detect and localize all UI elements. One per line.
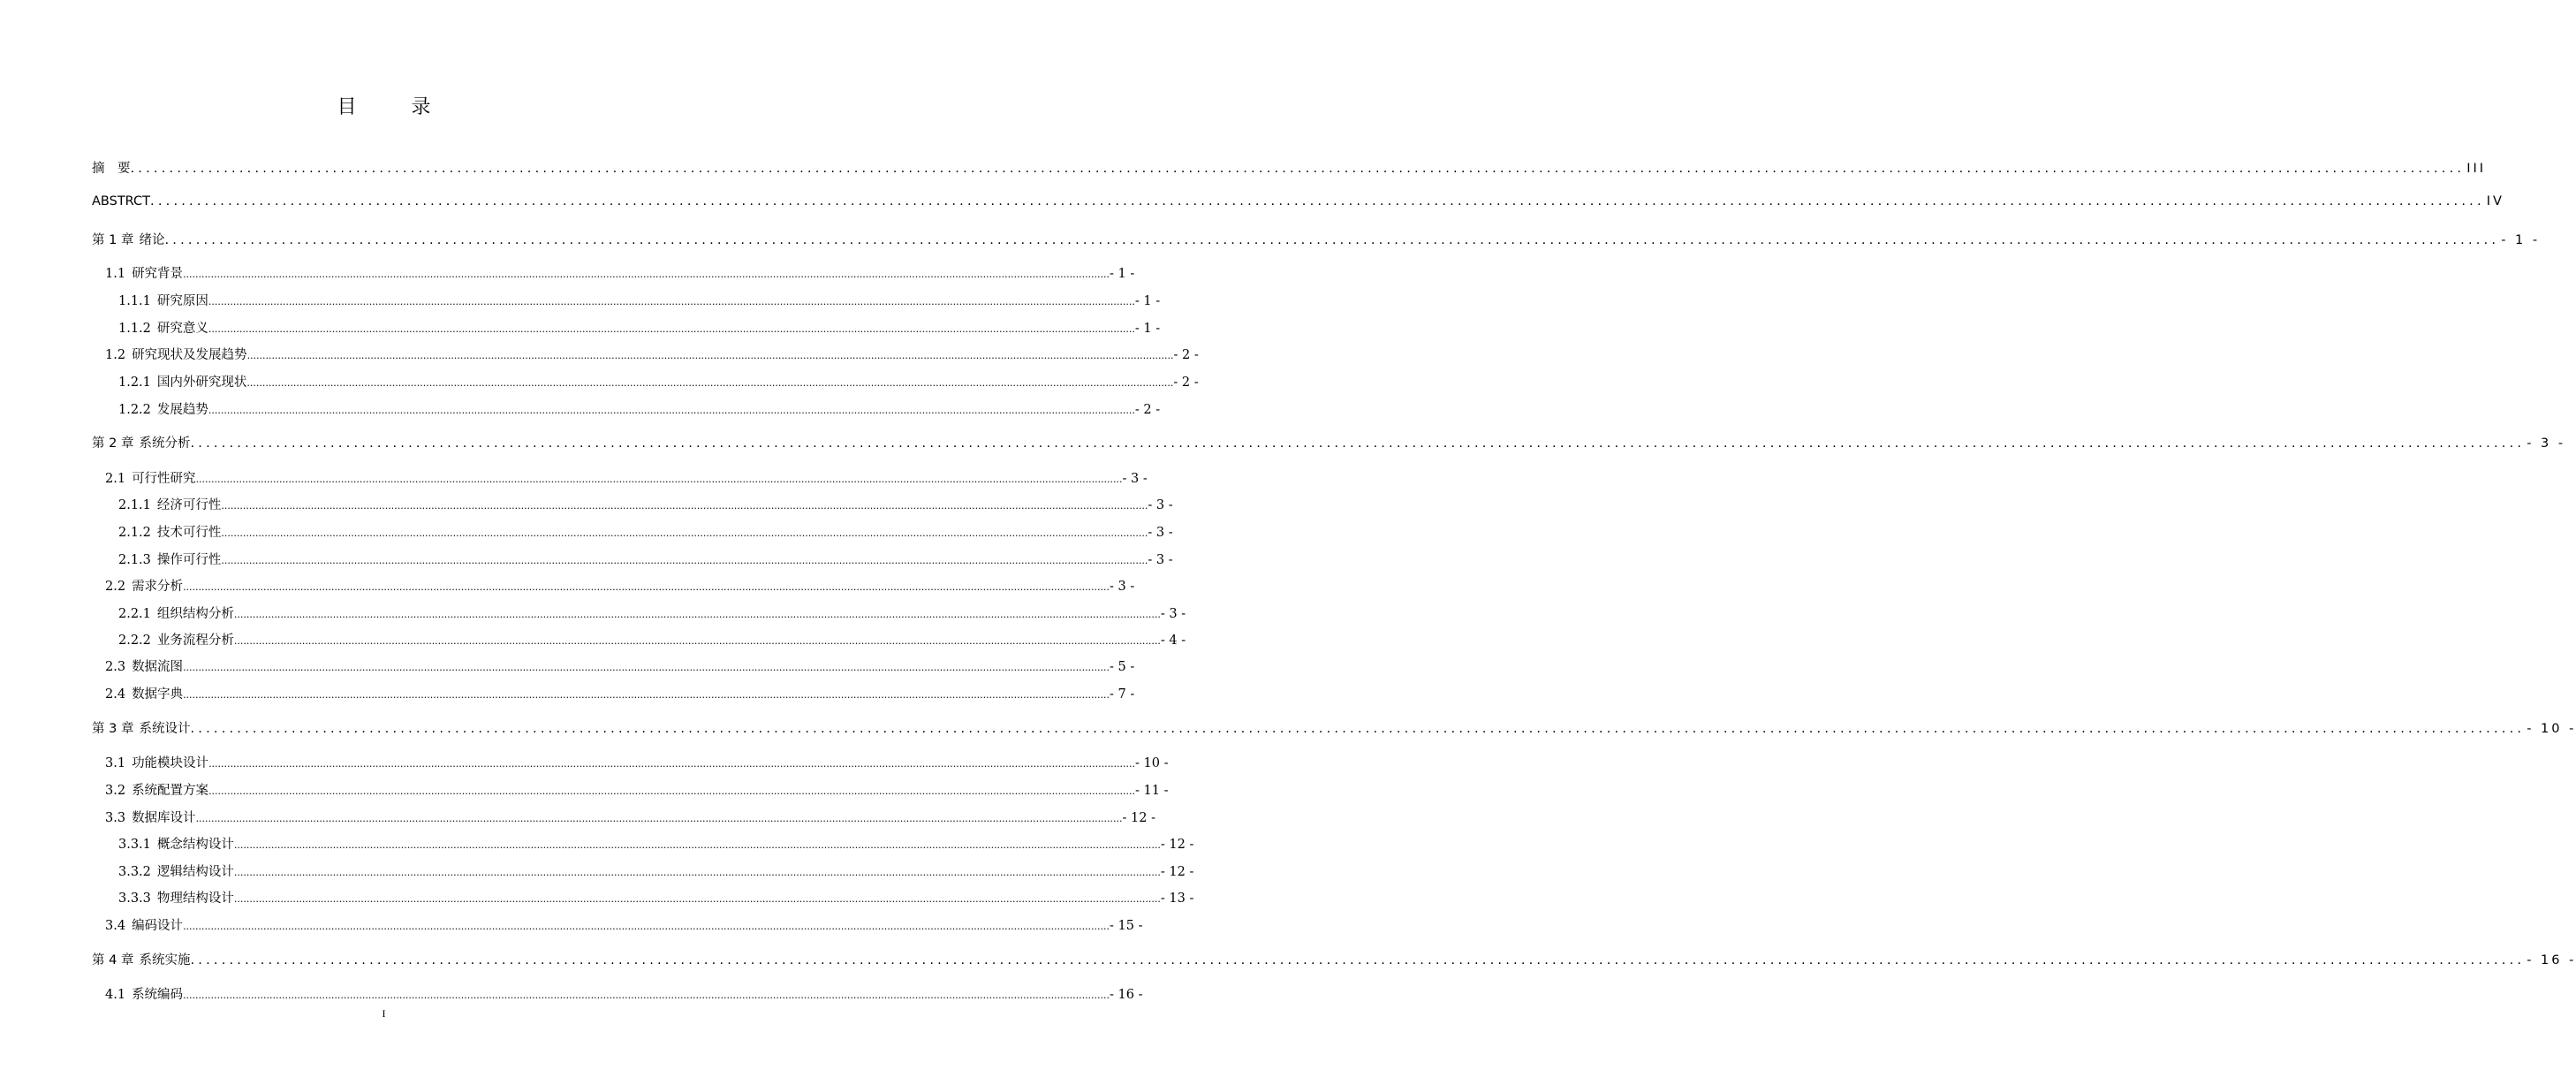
toc-entry-number: 4.1 bbox=[105, 988, 126, 1002]
toc-dot-leader: ............................................................................................................................................................................................................................................................................................................ bbox=[208, 323, 1135, 335]
toc-entry[interactable] bbox=[105, 468, 1148, 487]
toc-entry-page: - 2 - bbox=[1134, 403, 1161, 417]
toc-dot-leader: ............................................................................................................................................................................................................................................................................................................ bbox=[221, 555, 1148, 566]
toc-entry-title: 需求分析 bbox=[132, 580, 184, 594]
toc-entry-label bbox=[118, 861, 234, 880]
toc-entry-page: - 2 - bbox=[1173, 376, 1199, 390]
toc-entry[interactable] bbox=[92, 718, 2576, 737]
toc-entry[interactable] bbox=[118, 630, 1186, 649]
toc-dot-leader: ............................................................................................................................................................................................................................................................................................................ bbox=[233, 867, 1161, 878]
toc-entry-title: 研究现状及发展趋势 bbox=[132, 348, 247, 362]
toc-entry-title: 系统实施 bbox=[139, 953, 191, 967]
toc-entry-number: 2.4 bbox=[105, 687, 126, 702]
toc-dot-leader: ............................................................................................................................................................................................................................................................................................................ bbox=[183, 990, 1110, 1001]
toc-dot-leader: ............................................................................................................................................................................................................................................................................................................ bbox=[150, 194, 2485, 209]
toc-entry-number: 2.1.2 bbox=[118, 526, 151, 540]
toc-entry-page: - 10 - bbox=[1135, 756, 1169, 770]
toc-entry-label bbox=[118, 630, 234, 649]
toc-dot-leader: ............................................................................................................................................................................................................................................................................................................ bbox=[130, 162, 2466, 176]
toc-dot-leader: ............................................................................................................................................................................................................................................................................................................ bbox=[221, 500, 1148, 512]
toc-entry-number: 3.3 bbox=[105, 811, 126, 825]
toc-entry-title: 研究意义 bbox=[156, 322, 208, 336]
toc-entry[interactable] bbox=[118, 318, 1161, 337]
toc-entry-title: 经济可行性 bbox=[156, 498, 222, 512]
toc-entry-label bbox=[92, 433, 190, 451]
toc-entry-label bbox=[105, 263, 183, 282]
toc-entry-page: III bbox=[2466, 162, 2487, 176]
toc-entry-number: 2.2 bbox=[105, 580, 126, 594]
toc-entry-page: - 16 - bbox=[1110, 988, 1143, 1002]
toc-dot-leader: ............................................................................................................................................................................................................................................................................................................ bbox=[233, 893, 1161, 905]
toc-entry-label bbox=[105, 468, 196, 487]
toc-dot-leader: ............................................................................................................................................................................................................................................................................................................ bbox=[195, 813, 1123, 824]
toc-entry[interactable] bbox=[105, 656, 1135, 675]
toc-entry-page: - 1 - bbox=[1110, 267, 1135, 281]
page-number: I bbox=[382, 1007, 386, 1020]
toc-entry-label bbox=[105, 915, 183, 934]
toc-dot-leader: ............................................................................................................................................................................................................................................................................................................ bbox=[195, 474, 1123, 485]
toc-entry[interactable] bbox=[92, 433, 2566, 451]
toc-dot-leader: ............................................................................................................................................................................................................................................................................................................ bbox=[233, 839, 1161, 851]
toc-entry-label bbox=[92, 718, 190, 737]
page-title: 目 录 bbox=[337, 96, 449, 118]
toc-entry-number: 2.1.1 bbox=[118, 498, 151, 512]
toc-entry-title: 研究原因 bbox=[156, 294, 208, 308]
toc-entry-label bbox=[118, 603, 234, 622]
toc-entry-label bbox=[92, 950, 190, 968]
toc-entry[interactable] bbox=[118, 291, 1161, 309]
toc-entry-title: 概念结构设计 bbox=[156, 838, 234, 852]
toc-dot-leader: ............................................................................................................................................................................................................................................................................................................ bbox=[246, 377, 1174, 389]
toc-entry-number: 3.1 bbox=[105, 756, 126, 770]
toc-entry-title: 系统配置方案 bbox=[132, 784, 209, 798]
toc-entry-page: - 5 - bbox=[1110, 660, 1135, 674]
toc-entry-title: 系统设计 bbox=[139, 722, 191, 736]
toc-entry-number: 2.2.2 bbox=[118, 634, 151, 648]
toc-entry-title: 绪论 bbox=[139, 233, 165, 247]
toc-entry-number: 3.4 bbox=[105, 919, 126, 933]
toc-entry-label bbox=[105, 780, 208, 799]
toc-entry[interactable] bbox=[118, 372, 1199, 391]
toc-entry-number: 3.2 bbox=[105, 784, 126, 798]
toc-entry-number: 3.3.1 bbox=[118, 838, 151, 852]
toc-entry[interactable] bbox=[92, 158, 2487, 177]
toc-entry-number: 1.1 bbox=[105, 267, 126, 281]
toc-entry-title: 国内外研究现状 bbox=[156, 376, 247, 390]
toc-entry[interactable] bbox=[105, 576, 1135, 595]
toc-entry-number: 2.2.1 bbox=[118, 607, 151, 621]
toc-entry-page: - 2 - bbox=[1173, 348, 1199, 362]
toc-entry-number: ABSTRCT bbox=[92, 194, 151, 209]
toc-dot-leader: ............................................................................................................................................................................................................................................................................................................ bbox=[190, 953, 2526, 967]
toc-dot-leader: ............................................................................................................................................................................................................................................................................................................ bbox=[233, 609, 1161, 620]
toc-entry-page: - 3 - bbox=[2527, 436, 2566, 451]
toc-entry-title: 技术可行性 bbox=[156, 526, 222, 540]
toc-entry-page: - 4 - bbox=[1160, 634, 1186, 648]
toc-entry-title: 逻辑结构设计 bbox=[156, 865, 234, 879]
toc-entry-label bbox=[92, 230, 164, 248]
toc-dot-leader: ............................................................................................................................................................................................................................................................................................................ bbox=[183, 662, 1110, 673]
toc-entry-label bbox=[118, 522, 221, 541]
toc-entry[interactable] bbox=[105, 780, 1169, 799]
toc-entry-title: 组织结构分析 bbox=[156, 607, 234, 621]
toc-dot-leader: ............................................................................................................................................................................................................................................................................................................ bbox=[208, 785, 1136, 797]
toc-entry-number: 1.1.2 bbox=[118, 322, 151, 336]
toc-entry[interactable] bbox=[118, 603, 1186, 622]
toc-dot-leader: ............................................................................................................................................................................................................................................................................................................ bbox=[208, 758, 1136, 770]
toc-entry-page: - 10 - bbox=[2527, 722, 2576, 736]
toc-entry[interactable] bbox=[118, 550, 1173, 568]
toc-entry-number: 1.1.1 bbox=[118, 294, 151, 308]
toc-entry-title: 物理结构设计 bbox=[156, 892, 234, 906]
toc-entry-number: 1.2 bbox=[105, 348, 126, 362]
toc-entry-title: 研究背景 bbox=[132, 267, 184, 281]
toc-entry[interactable] bbox=[105, 915, 1143, 934]
toc-entry[interactable] bbox=[118, 888, 1194, 907]
toc-dot-leader: ............................................................................................................................................................................................................................................................................................................ bbox=[246, 350, 1174, 361]
toc-entry-title: 可行性研究 bbox=[132, 472, 196, 486]
toc-entry-label bbox=[105, 345, 247, 363]
toc-entry[interactable] bbox=[105, 753, 1169, 771]
toc-entry-number: 摘 要 bbox=[92, 162, 131, 176]
toc-entry[interactable] bbox=[118, 399, 1161, 418]
toc-entry[interactable] bbox=[105, 684, 1135, 702]
toc-entry-number: 3.3.3 bbox=[118, 892, 151, 906]
toc-entry-number: 1.2.1 bbox=[118, 376, 151, 390]
toc-dot-leader: ............................................................................................................................................................................................................................................................................................................ bbox=[190, 436, 2526, 451]
toc-entry-label bbox=[105, 984, 183, 1003]
toc-entry-title: 数据字典 bbox=[132, 687, 184, 702]
toc-entry-title: 系统编码 bbox=[132, 988, 184, 1002]
toc-entry-title: 功能模块设计 bbox=[132, 756, 209, 770]
toc-entry-page: - 1 - bbox=[2501, 233, 2541, 247]
toc-entry-page: - 13 - bbox=[1160, 892, 1194, 906]
toc-entry-page: - 7 - bbox=[1110, 687, 1135, 702]
toc-entry-page: - 3 - bbox=[1148, 498, 1173, 512]
toc-entry-label bbox=[118, 834, 234, 853]
toc-dot-leader: ............................................................................................................................................................................................................................................................................................................ bbox=[183, 269, 1110, 280]
toc-entry[interactable] bbox=[92, 230, 2541, 248]
toc-entry-number: 第 1 章 bbox=[92, 233, 134, 247]
toc-entry-number: 1.2.2 bbox=[118, 403, 151, 417]
toc-entry-number: 2.3 bbox=[105, 660, 126, 674]
toc-entry-title: 编码设计 bbox=[132, 919, 184, 933]
toc-entry-label bbox=[118, 495, 221, 513]
toc-dot-leader: ............................................................................................................................................................................................................................................................................................................ bbox=[183, 581, 1110, 593]
toc-entry-label bbox=[118, 550, 221, 568]
toc-entry[interactable] bbox=[118, 495, 1173, 513]
toc-entry-number: 3.3.2 bbox=[118, 865, 151, 879]
toc-entry-label bbox=[105, 656, 183, 675]
toc-entry-title: 发展趋势 bbox=[156, 403, 208, 417]
toc-entry-page: - 3 - bbox=[1148, 526, 1173, 540]
toc-entry-page: - 3 - bbox=[1148, 553, 1173, 567]
toc-entry-page: - 11 - bbox=[1135, 784, 1169, 798]
toc-entry-label bbox=[118, 888, 234, 907]
toc-entry-title: 系统分析 bbox=[139, 436, 191, 451]
toc-entry-title: 业务流程分析 bbox=[156, 634, 234, 648]
toc-entry-label bbox=[118, 318, 208, 337]
toc-entry-label bbox=[105, 808, 196, 826]
toc-entry-page: - 1 - bbox=[1134, 294, 1161, 308]
toc-entry-label bbox=[105, 684, 183, 702]
toc-entry-label bbox=[92, 158, 131, 177]
toc-entry-label bbox=[118, 291, 208, 309]
toc-dot-leader: ............................................................................................................................................................................................................................................................................................................ bbox=[208, 405, 1135, 416]
toc-dot-leader: ............................................................................................................................................................................................................................................................................................................ bbox=[164, 233, 2500, 247]
toc-entry-label bbox=[105, 576, 183, 595]
toc-entry-page: - 15 - bbox=[1110, 919, 1143, 933]
toc-entry-page: - 12 - bbox=[1160, 838, 1194, 852]
toc-entry-label bbox=[105, 753, 208, 771]
toc-entry-page: - 12 - bbox=[1122, 811, 1156, 825]
toc-entry[interactable] bbox=[105, 345, 1199, 363]
toc-entry-label bbox=[118, 399, 208, 418]
toc-entry-label bbox=[118, 372, 246, 391]
toc-entry-page: - 3 - bbox=[1110, 580, 1135, 594]
toc-entry-page: IV bbox=[2486, 194, 2504, 209]
toc-dot-leader: ............................................................................................................................................................................................................................................................................................................ bbox=[190, 722, 2526, 736]
toc-entry[interactable] bbox=[92, 950, 2576, 968]
toc-entry-page: - 3 - bbox=[1160, 607, 1186, 621]
toc-entry-number: 第 4 章 bbox=[92, 953, 134, 967]
toc-entry-title: 操作可行性 bbox=[156, 553, 222, 567]
toc-entry[interactable] bbox=[118, 522, 1173, 541]
toc-entry-number: 第 3 章 bbox=[92, 722, 134, 736]
toc-dot-leader: ............................................................................................................................................................................................................................................................................................................ bbox=[221, 527, 1148, 539]
toc-entry-number: 2.1 bbox=[105, 472, 126, 486]
toc-entry-label bbox=[92, 194, 150, 209]
toc-entry-number: 第 2 章 bbox=[92, 436, 134, 451]
toc-dot-leader: ............................................................................................................................................................................................................................................................................................................ bbox=[183, 921, 1110, 932]
toc-entry[interactable] bbox=[105, 984, 1143, 1003]
toc-dot-leader: ............................................................................................................................................................................................................................................................................................................ bbox=[183, 689, 1110, 701]
toc-entry-page: - 16 - bbox=[2527, 953, 2576, 967]
toc-entry-title: 数据流图 bbox=[132, 660, 184, 674]
toc-entry-page: - 12 - bbox=[1160, 865, 1194, 879]
toc-entry[interactable] bbox=[118, 861, 1194, 880]
toc-entry-title: 数据库设计 bbox=[132, 811, 196, 825]
toc-entry[interactable] bbox=[92, 194, 2504, 209]
toc-dot-leader: ............................................................................................................................................................................................................................................................................................................ bbox=[208, 296, 1135, 307]
toc-entry[interactable] bbox=[105, 263, 1135, 282]
toc-entry[interactable] bbox=[118, 834, 1194, 853]
toc-entry-number: 2.1.3 bbox=[118, 553, 151, 567]
toc-entry[interactable] bbox=[105, 808, 1156, 826]
toc-entry-page: - 3 - bbox=[1122, 472, 1148, 486]
toc-entry-page: - 1 - bbox=[1134, 322, 1161, 336]
toc-dot-leader: ............................................................................................................................................................................................................................................................................................................ bbox=[233, 635, 1161, 647]
